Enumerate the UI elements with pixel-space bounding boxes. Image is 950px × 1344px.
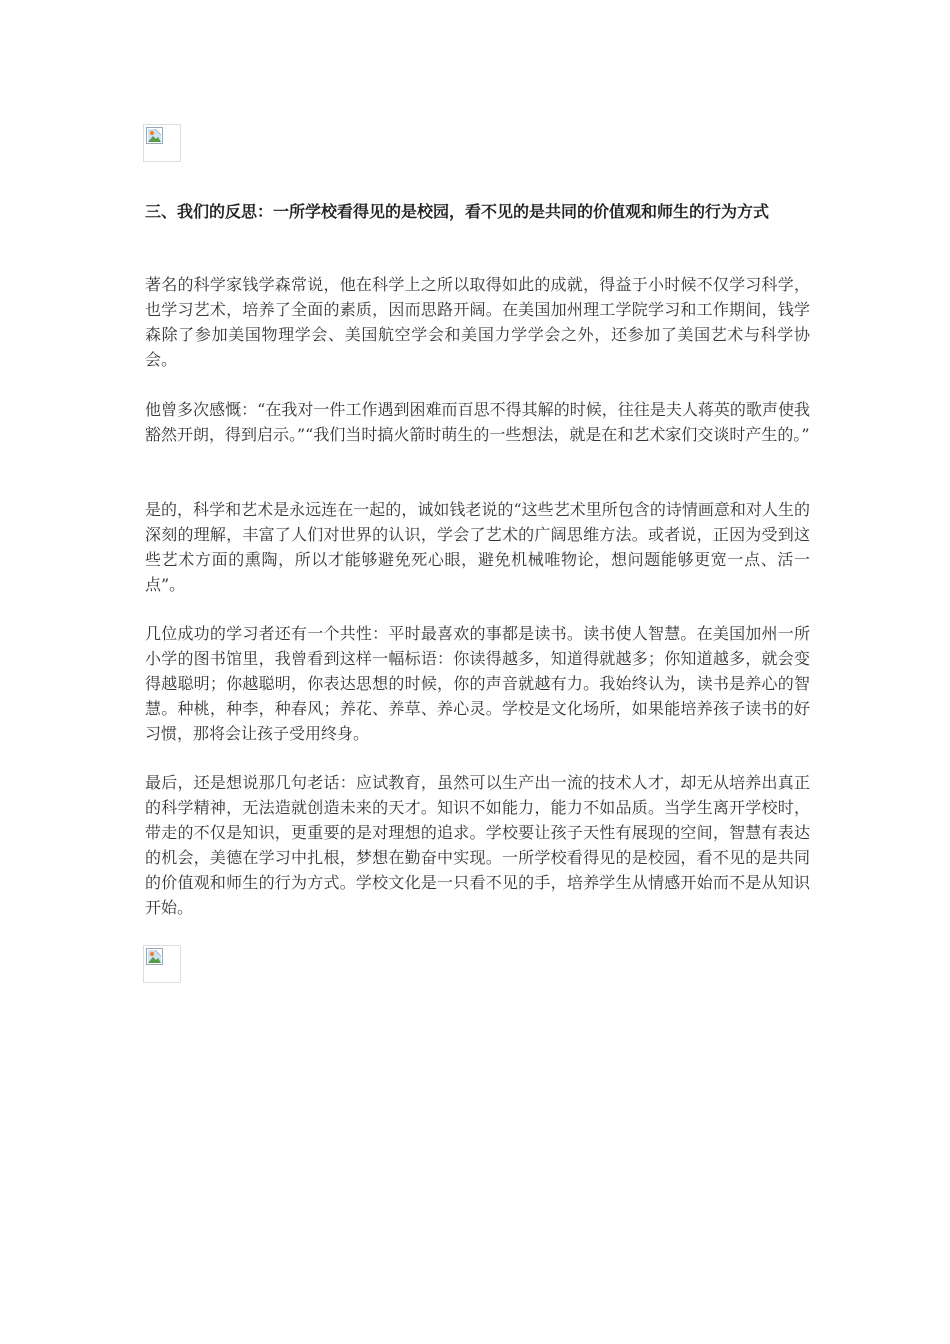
paragraph-4: 几位成功的学习者还有一个共性：平时最喜欢的事都是读书。读书使人智慧。在美国加州一所小学的图书馆里，我曾看到这样一幅标语：你读得越多，知道得就越多；你知道越多，就会变得越聪明；你越聪明，你表达思想的时候，你的声音就越有力。我始终认为，读书是养心的智慧。种桃，种李，种春风；养花、养草、养心灵。学校是文化场所，如果能培养孩子读书的好习惯，那将会让孩子受用终身。 bbox=[145, 624, 810, 743]
broken-image-icon bbox=[146, 127, 163, 144]
paragraph-1: 著名的科学家钱学森常说，他在科学上之所以取得如此的成就，得益于小时候不仅学习科学，也学习艺术，培养了全面的素质，因而思路开阔。在美国加州理工学院学习和工作期间，钱学森除了参加美国物理学会、美国航空学会和美国力学学会之外，还参加了美国艺术与科学协会。 bbox=[145, 275, 810, 369]
paragraph-5: 最后，还是想说那几句老话：应试教育，虽然可以生产出一流的技术人才，却无从培养出真正的科学精神，无法造就创造未来的天才。知识不如能力，能力不如品质。当学生离开学校时，带走的不仅是知识，更重要的是对理想的追求。学校要让孩子天性有展现的空间，智慧有表达的机会，美德在学习中扎根，梦想在勤奋中实现。一所学校看得见的是校园，看不见的是共同的价值观和师生的行为方式。学校文化是一只看不见的手，培养学生从情感开始而不是从知识开始。 bbox=[145, 773, 810, 917]
paragraph-3: 是的，科学和艺术是永远连在一起的，诚如钱老说的“这些艺术里所包含的诗情画意和对人生的深刻的理解，丰富了人们对世界的认识，学会了艺术的广阔思维方法。或者说，正因为受到这些艺术方面的熏陶，所以才能够避免死心眼，避免机械唯物论，想问题能够更宽一点、活一点”。 bbox=[145, 500, 810, 594]
image-placeholder-top bbox=[143, 124, 181, 162]
image-placeholder-bottom bbox=[143, 945, 181, 983]
paragraph-2: 他曾多次感慨：“在我对一件工作遇到困难而百思不得其解的时候，往往是夫人蒋英的歌声使我豁然开朗，得到启示。”“我们当时搞火箭时萌生的一些想法，就是在和艺术家们交谈时产生的。” bbox=[145, 400, 810, 444]
section-heading: 三、我们的反思：一所学校看得见的是校园，看不见的是共同的价值观和师生的行为方式 bbox=[145, 202, 770, 221]
broken-image-icon bbox=[146, 948, 163, 965]
